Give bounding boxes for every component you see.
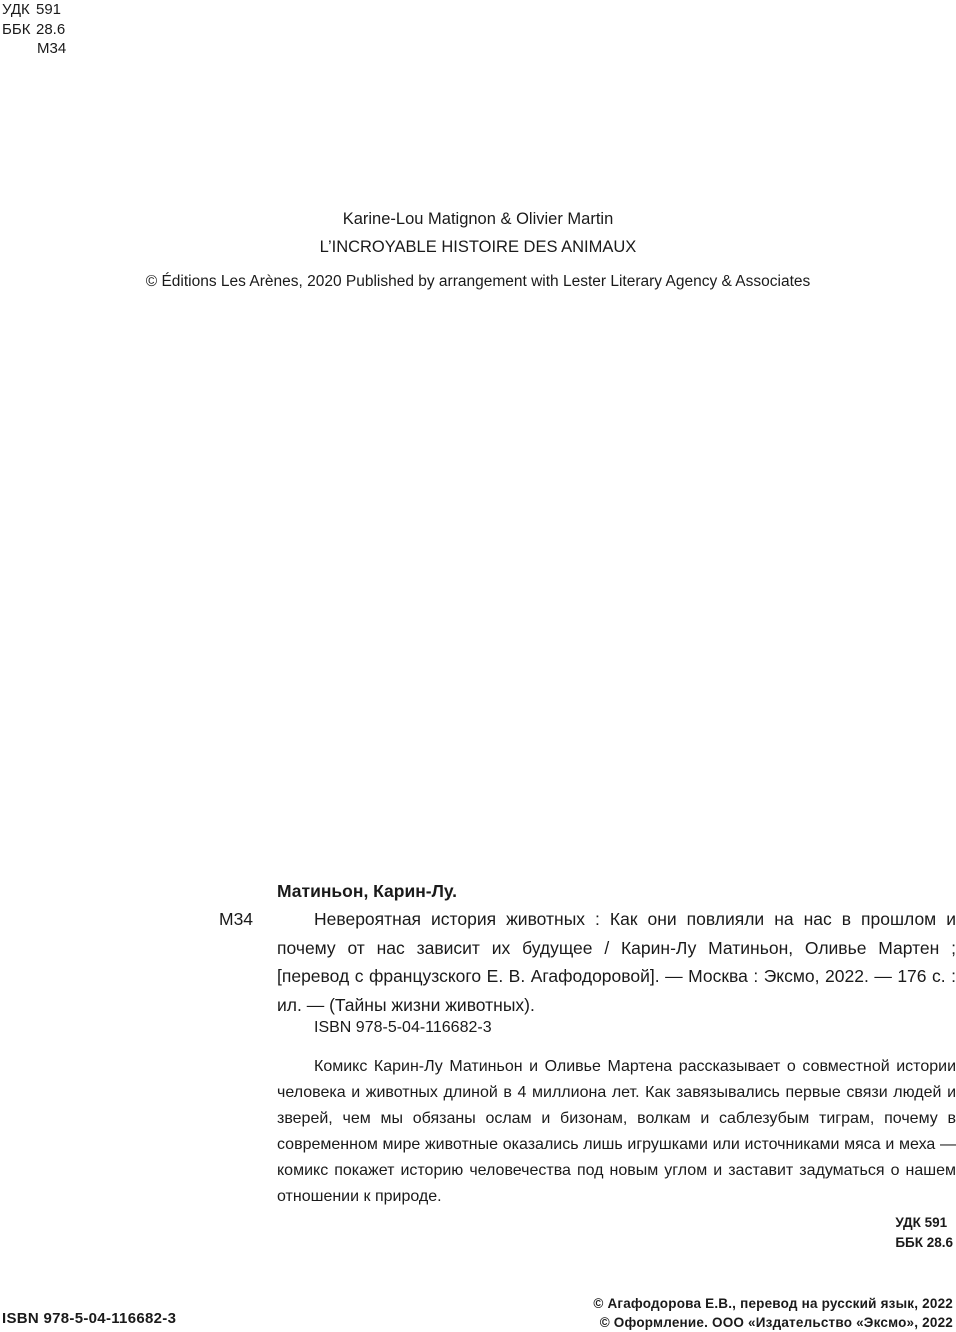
udk-label: УДК (2, 1, 30, 18)
top-classification-codes (2, 0, 66, 59)
catalog-annotation: Комикс Карин-Лу Матиньон и Оливье Мартена рассказывает о совместной истории человека и животных длиной в 4 миллиона лет. Как завязывались первые связи людей и зверей, чем мы обязаны ослам и бизонам, волкам и саблезубым тиграм, почему в современном мире животные оказались лишь игрушками или источниками мяса и меха — комикс покажет историю человечества под новым углом и заставит задуматься о нашем отношении к природе. (277, 1058, 956, 1205)
original-copyright: © Éditions Les Arènes, 2020 Published by arrangement with Lester Literary Agency & Associates (145, 273, 811, 290)
original-authors: Karine-Lou Matignon & Olivier Martin (342, 210, 614, 228)
catalog-author-mark: М34 (219, 909, 254, 929)
copyright-translation: © Агафодорова Е.В., перевод на русский язык, 2022 (593, 1296, 953, 1311)
catalog-heading: Матиньон, Карин-Лу. (277, 881, 457, 901)
footer-isbn: ISBN 978-5-04-116682-3 (2, 1310, 177, 1327)
original-title: L’INCROYABLE HISTOIRE DES ANIMAUX (319, 238, 637, 256)
copyright-design: © Оформление. ООО «Издательство «Эксмо», 2022 (599, 1315, 953, 1330)
udk-right: УДК 591 (895, 1215, 948, 1230)
udk-row (2, 0, 66, 20)
udk-value: 591 (36, 1, 62, 18)
bbk-row (2, 20, 66, 40)
bbk-label: ББК (2, 20, 31, 38)
catalog-isbn: ISBN 978-5-04-116682-3 (314, 1019, 492, 1036)
classification-right (895, 1213, 953, 1253)
bbk-value: 28.6 (36, 20, 66, 38)
author-mark-top: М34 (37, 40, 67, 57)
catalog-bibliographic-description: Невероятная история животных : Как они повлияли на нас в прошлом и почему от нас зависит их будущее / Карин-Лу Матиньон, Оливье Мартен ; [перевод с французского Е. В. Агафодоровой]. — Москва : Эксмо, 2022. — 176 с. : ил. — (Тайны жизни животных). (277, 909, 956, 1015)
footer-copyright (593, 1294, 953, 1332)
bbk-right: ББК 28.6 (895, 1235, 953, 1250)
